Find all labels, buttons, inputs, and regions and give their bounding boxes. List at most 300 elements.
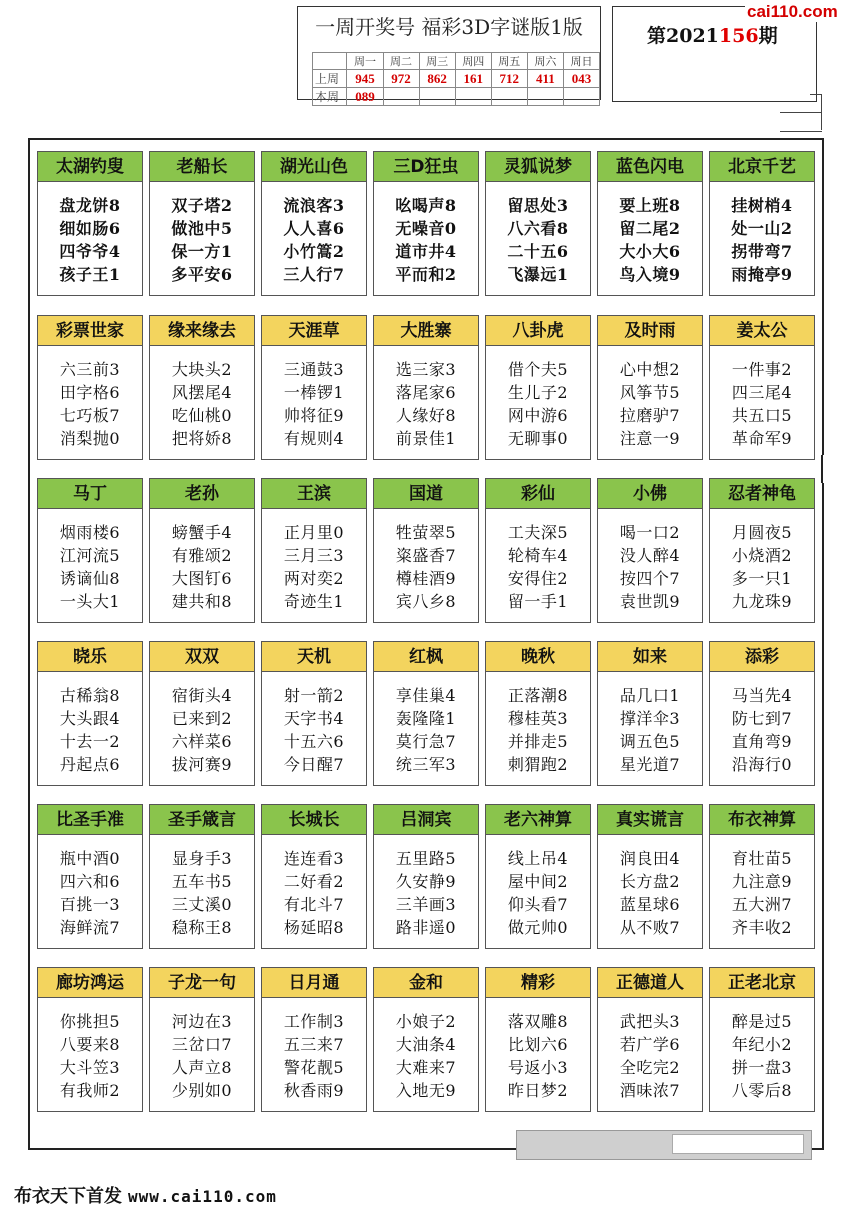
riddle-line: 久安静9 (395, 872, 457, 891)
riddle-lines (710, 194, 814, 286)
riddle-line: 安得住2 (507, 569, 569, 588)
riddle-line: 无聊事0 (507, 429, 569, 448)
riddle-line: 莫行急7 (395, 732, 457, 751)
riddle-author: 布衣神算 (710, 805, 814, 835)
riddle-line: 多一只1 (731, 569, 793, 588)
riddle-line: 做元帅0 (507, 918, 569, 937)
riddle-line: 秋香雨9 (283, 1081, 345, 1100)
riddle-line: 九注意9 (731, 872, 793, 891)
riddle-line: 孩子王1 (59, 265, 121, 284)
riddle-line: 六样菜6 (171, 732, 233, 751)
draw-number: 862 (419, 70, 455, 88)
riddle-lines (598, 684, 702, 776)
riddle-line: 落双雕8 (507, 1012, 569, 1031)
riddle-lines (38, 684, 142, 776)
riddle-card (37, 804, 143, 949)
riddle-lines (38, 521, 142, 613)
riddle-line: 武把头3 (619, 1012, 681, 1031)
riddle-line: 七巧板7 (59, 406, 121, 425)
riddle-lines (262, 194, 366, 286)
riddle-lines (262, 847, 366, 939)
riddle-card (37, 478, 143, 623)
riddle-line: 八六看8 (507, 219, 569, 238)
riddle-card (485, 804, 591, 949)
riddle-line: 建共和8 (171, 592, 233, 611)
site-watermark[interactable]: cai110.com (747, 2, 838, 21)
riddle-line: 有规则4 (283, 429, 345, 448)
riddle-line: 拉磨驴7 (619, 406, 681, 425)
riddle-line: 有雅颂2 (171, 546, 233, 565)
riddle-author: 晚秋 (486, 642, 590, 672)
riddle-author: 姜太公 (710, 316, 814, 346)
riddle-card (709, 478, 815, 623)
riddle-line: 长方盘2 (619, 872, 681, 891)
riddle-line: 二好看2 (283, 872, 345, 891)
riddle-author: 马丁 (38, 479, 142, 509)
riddle-card (485, 967, 591, 1112)
riddle-line: 袁世凯9 (619, 592, 681, 611)
riddle-line: 刺猬跑2 (507, 755, 569, 774)
riddle-line: 少别如0 (171, 1081, 233, 1100)
riddle-card (261, 967, 367, 1112)
riddle-card (373, 967, 479, 1112)
riddle-author: 老孙 (150, 479, 254, 509)
riddle-author: 王滨 (262, 479, 366, 509)
riddle-line: 四六和6 (59, 872, 121, 891)
riddle-line: 螃蟹手4 (171, 523, 233, 542)
riddle-card (597, 478, 703, 623)
riddle-line: 落尾家6 (395, 383, 457, 402)
riddle-line: 鸟入境9 (619, 265, 681, 284)
riddle-card (485, 641, 591, 786)
riddle-line: 二十五6 (507, 242, 569, 261)
riddle-author: 彩票世家 (38, 316, 142, 346)
draw-number: 161 (455, 70, 491, 88)
riddle-line: 比划六6 (507, 1035, 569, 1054)
riddle-lines (486, 521, 590, 613)
riddle-line: 古稀翁8 (59, 686, 121, 705)
day-label: 周三 (419, 53, 455, 70)
riddle-line: 一头大1 (59, 592, 121, 611)
riddle-line: 细如肠6 (59, 219, 121, 238)
riddle-lines (598, 358, 702, 450)
riddle-line: 人缘好8 (395, 406, 457, 425)
riddle-card (149, 641, 255, 786)
riddle-line: 已来到2 (171, 709, 233, 728)
riddle-line: 宿街头4 (171, 686, 233, 705)
riddle-card (373, 804, 479, 949)
riddle-card (37, 315, 143, 460)
draw-number (491, 88, 527, 106)
riddle-card (37, 641, 143, 786)
riddle-line: 宾八乡8 (395, 592, 457, 611)
riddle-line: 路非遥0 (395, 918, 457, 937)
riddle-card (149, 478, 255, 623)
decorative-line (780, 112, 822, 132)
riddle-author: 大胜寨 (374, 316, 478, 346)
riddle-line: 工作制3 (283, 1012, 345, 1031)
riddle-lines (710, 847, 814, 939)
riddle-lines (598, 1010, 702, 1102)
riddle-author: 晓乐 (38, 642, 142, 672)
draw-number: 972 (383, 70, 419, 88)
riddle-author: 真实谎言 (598, 805, 702, 835)
riddle-line: 选三家3 (395, 360, 457, 379)
riddle-line: 要上班8 (619, 196, 681, 215)
riddle-line: 小娘子2 (395, 1012, 457, 1031)
riddle-line: 屋中间2 (507, 872, 569, 891)
riddle-line: 人声立8 (171, 1058, 233, 1077)
riddle-line: 小烧酒2 (731, 546, 793, 565)
riddle-line: 瓶中酒0 (59, 849, 121, 868)
riddle-line: 诱谪仙8 (59, 569, 121, 588)
riddle-line: 留一手1 (507, 592, 569, 611)
riddle-lines (486, 194, 590, 286)
riddle-author: 小佛 (598, 479, 702, 509)
riddle-line: 河边在3 (171, 1012, 233, 1031)
riddle-line: 月圆夜5 (731, 523, 793, 542)
riddle-line: 一棒锣1 (283, 383, 345, 402)
riddle-card (373, 641, 479, 786)
draw-number: 411 (527, 70, 563, 88)
riddle-lines (486, 684, 590, 776)
riddle-author: 三D狂虫 (374, 152, 478, 182)
riddle-card (709, 151, 815, 296)
riddle-author: 蓝色闪电 (598, 152, 702, 182)
riddle-card (485, 315, 591, 460)
riddle-line: 丹起点6 (59, 755, 121, 774)
riddle-author: 忍者神龟 (710, 479, 814, 509)
riddle-card (709, 641, 815, 786)
riddle-card (37, 967, 143, 1112)
riddle-author: 红枫 (374, 642, 478, 672)
riddle-author: 长城长 (262, 805, 366, 835)
riddle-line: 借个夫5 (507, 360, 569, 379)
riddle-line: 把将娇8 (171, 429, 233, 448)
riddle-line: 前景佳1 (395, 429, 457, 448)
riddle-line: 轰隆隆1 (395, 709, 457, 728)
draw-number (563, 88, 599, 106)
riddle-line: 醉是过5 (731, 1012, 793, 1031)
riddle-line: 稳称王8 (171, 918, 233, 937)
riddle-author: 比圣手准 (38, 805, 142, 835)
riddle-line: 共五口5 (731, 406, 793, 425)
riddle-author: 老六神算 (486, 805, 590, 835)
riddle-lines (710, 1010, 814, 1102)
riddle-line: 从不败7 (619, 918, 681, 937)
riddle-lines (598, 521, 702, 613)
riddle-card (597, 315, 703, 460)
riddle-line: 直角弯9 (731, 732, 793, 751)
riddle-lines (374, 194, 478, 286)
riddle-line: 显身手3 (171, 849, 233, 868)
riddle-lines (150, 684, 254, 776)
riddle-line: 品几口1 (619, 686, 681, 705)
riddle-line: 八零后8 (731, 1081, 793, 1100)
riddle-line: 烟雨楼6 (59, 523, 121, 542)
riddle-line: 注意一9 (619, 429, 681, 448)
riddle-lines (150, 358, 254, 450)
riddle-author: 彩仙 (486, 479, 590, 509)
riddle-author: 太湖钓叟 (38, 152, 142, 182)
riddle-author: 吕洞宾 (374, 805, 478, 835)
riddle-card (149, 967, 255, 1112)
riddle-card (597, 967, 703, 1112)
riddle-line: 没人醉4 (619, 546, 681, 565)
riddle-lines (262, 684, 366, 776)
draw-number (527, 88, 563, 106)
riddle-line: 江河流5 (59, 546, 121, 565)
riddle-lines (486, 1010, 590, 1102)
riddle-author: 圣手箴言 (150, 805, 254, 835)
riddle-line: 正落潮8 (507, 686, 569, 705)
riddle-line: 沿海行0 (731, 755, 793, 774)
riddle-card (149, 804, 255, 949)
riddle-line: 雨掩亭9 (731, 265, 793, 284)
riddle-lines (262, 358, 366, 450)
riddle-card (485, 151, 591, 296)
riddle-line: 心中想2 (619, 360, 681, 379)
riddle-lines (38, 358, 142, 450)
riddle-line: 昨日梦2 (507, 1081, 569, 1100)
riddle-line: 拔河赛9 (171, 755, 233, 774)
day-label: 周五 (491, 53, 527, 70)
riddle-line: 防七到7 (731, 709, 793, 728)
day-label: 周四 (455, 53, 491, 70)
riddle-line: 三通鼓3 (283, 360, 345, 379)
riddle-line: 育壮苗5 (731, 849, 793, 868)
riddle-line: 蓝星球6 (619, 895, 681, 914)
riddle-card (485, 478, 591, 623)
riddle-line: 统三军3 (395, 755, 457, 774)
draw-number (383, 88, 419, 106)
riddle-lines (486, 847, 590, 939)
riddle-card (149, 315, 255, 460)
riddle-line: 飞瀑远1 (507, 265, 569, 284)
riddle-line: 盘龙饼8 (59, 196, 121, 215)
riddle-line: 穆桂英3 (507, 709, 569, 728)
riddle-card (373, 315, 479, 460)
riddle-line: 留二尾2 (619, 219, 681, 238)
riddle-lines (150, 847, 254, 939)
riddle-line: 酒味浓7 (619, 1081, 681, 1100)
draw-number (455, 88, 491, 106)
riddle-line: 九龙珠9 (731, 592, 793, 611)
riddle-author: 及时雨 (598, 316, 702, 346)
riddle-line: 百挑一3 (59, 895, 121, 914)
riddle-line: 润良田4 (619, 849, 681, 868)
riddle-line: 挂树梢4 (731, 196, 793, 215)
riddle-line: 有北斗7 (283, 895, 345, 914)
riddle-line: 三丈溪0 (171, 895, 233, 914)
riddle-author: 日月通 (262, 968, 366, 998)
this-week-row (313, 88, 600, 106)
riddle-card (709, 315, 815, 460)
riddle-line: 号返小3 (507, 1058, 569, 1077)
riddle-line: 留思处3 (507, 196, 569, 215)
last-week-label: 上周 (313, 70, 347, 88)
riddle-line: 八要来8 (59, 1035, 121, 1054)
riddle-author: 八卦虎 (486, 316, 590, 346)
day-label: 周六 (527, 53, 563, 70)
riddle-author: 湖光山色 (262, 152, 366, 182)
riddle-card (709, 967, 815, 1112)
last-week-row (313, 70, 600, 88)
riddle-line: 四爷爷4 (59, 242, 121, 261)
riddle-author: 如来 (598, 642, 702, 672)
footer-bar-slot (672, 1134, 804, 1154)
riddle-lines (374, 684, 478, 776)
riddle-author: 精彩 (486, 968, 590, 998)
riddle-line: 调五色5 (619, 732, 681, 751)
riddle-line: 正月里0 (283, 523, 345, 542)
riddle-line: 杨延昭8 (283, 918, 345, 937)
riddle-card (373, 151, 479, 296)
riddle-line: 星光道7 (619, 755, 681, 774)
riddle-line: 十五六6 (283, 732, 345, 751)
riddle-card (597, 151, 703, 296)
riddle-lines (38, 1010, 142, 1102)
riddle-lines (374, 521, 478, 613)
riddle-lines (262, 1010, 366, 1102)
riddle-line: 今日醒7 (283, 755, 345, 774)
riddle-author: 双双 (150, 642, 254, 672)
riddle-line: 喝一口2 (619, 523, 681, 542)
riddle-card (261, 641, 367, 786)
riddle-line: 天字书4 (283, 709, 345, 728)
riddle-line: 你挑担5 (59, 1012, 121, 1031)
riddle-line: 大块头2 (171, 360, 233, 379)
riddle-line: 射一箭2 (283, 686, 345, 705)
riddle-line: 大油条4 (395, 1035, 457, 1054)
weekly-draw-table (312, 52, 600, 106)
riddle-line: 线上吊4 (507, 849, 569, 868)
riddle-lines (262, 521, 366, 613)
riddle-line: 流浪客3 (283, 196, 345, 215)
riddle-author: 缘来缘去 (150, 316, 254, 346)
riddle-line: 有我师2 (59, 1081, 121, 1100)
riddle-line: 五里路5 (395, 849, 457, 868)
riddle-lines (374, 847, 478, 939)
riddle-line: 马当先4 (731, 686, 793, 705)
riddle-line: 大小大6 (619, 242, 681, 261)
day-label: 周一 (347, 53, 383, 70)
frame-notch (821, 455, 831, 483)
riddle-card (261, 478, 367, 623)
riddle-line: 年纪小2 (731, 1035, 793, 1054)
riddle-line: 生儿子2 (507, 383, 569, 402)
footer-brand: 布衣天下首发 (14, 1186, 122, 1207)
riddle-line: 平而和2 (395, 265, 457, 284)
riddle-line: 人人喜6 (283, 219, 345, 238)
riddle-line: 粢盛香7 (395, 546, 457, 565)
draw-number (419, 88, 455, 106)
riddle-line: 三月三3 (283, 546, 345, 565)
riddle-line: 享佳巢4 (395, 686, 457, 705)
riddle-line: 一件事2 (731, 360, 793, 379)
riddle-card (261, 315, 367, 460)
riddle-line: 保一方1 (171, 242, 233, 261)
riddle-line: 风摆尾4 (171, 383, 233, 402)
riddle-line: 五三来7 (283, 1035, 345, 1054)
riddle-line: 拼一盘3 (731, 1058, 793, 1077)
draw-number: 089 (347, 88, 383, 106)
riddle-line: 入地无9 (395, 1081, 457, 1100)
riddle-author: 添彩 (710, 642, 814, 672)
riddle-line: 三羊画3 (395, 895, 457, 914)
riddle-line: 警花靓5 (283, 1058, 345, 1077)
riddle-line: 无噪音0 (395, 219, 457, 238)
riddle-line: 轮椅车4 (507, 546, 569, 565)
riddle-line: 十去一2 (59, 732, 121, 751)
day-label: 周二 (383, 53, 419, 70)
riddle-card (149, 151, 255, 296)
riddle-line: 大头跟4 (59, 709, 121, 728)
riddle-line: 五大洲7 (731, 895, 793, 914)
footer-url[interactable]: www.cai110.com (128, 1187, 277, 1206)
riddle-lines (710, 521, 814, 613)
riddle-line: 大斗笠3 (59, 1058, 121, 1077)
day-label: 周日 (563, 53, 599, 70)
draw-number: 043 (563, 70, 599, 88)
riddle-lines (710, 684, 814, 776)
riddle-line: 按四个7 (619, 569, 681, 588)
riddle-line: 奇迹生1 (283, 592, 345, 611)
draw-number: 712 (491, 70, 527, 88)
riddle-line: 大难来7 (395, 1058, 457, 1077)
riddle-line: 小竹篙2 (283, 242, 345, 261)
riddle-line: 革命军9 (731, 429, 793, 448)
riddle-line: 三岔口7 (171, 1035, 233, 1054)
riddle-line: 道市井4 (395, 242, 457, 261)
draw-number: 945 (347, 70, 383, 88)
riddle-line: 工夫深5 (507, 523, 569, 542)
footer-credit (14, 1182, 277, 1208)
riddle-author: 子龙一句 (150, 968, 254, 998)
riddle-line: 两对奕2 (283, 569, 345, 588)
riddle-line: 齐丰收2 (731, 918, 793, 937)
riddle-card (37, 151, 143, 296)
riddle-lines (150, 521, 254, 613)
page-title: 一周开奖号 福彩3D字谜版1版 (315, 15, 583, 39)
riddle-author: 老船长 (150, 152, 254, 182)
riddle-lines (374, 1010, 478, 1102)
riddle-line: 风筝节5 (619, 383, 681, 402)
riddle-lines (150, 1010, 254, 1102)
riddle-author: 北京千艺 (710, 152, 814, 182)
riddle-line: 撑洋伞3 (619, 709, 681, 728)
riddle-lines (38, 847, 142, 939)
riddle-line: 消梨抛0 (59, 429, 121, 448)
riddle-lines (374, 358, 478, 450)
riddle-line: 帅将征9 (283, 406, 345, 425)
riddle-author: 金和 (374, 968, 478, 998)
riddle-line: 牲萤翠5 (395, 523, 457, 542)
riddle-line: 并排走5 (507, 732, 569, 751)
riddle-lines (150, 194, 254, 286)
riddle-author: 天涯草 (262, 316, 366, 346)
riddle-lines (598, 847, 702, 939)
riddle-card (709, 804, 815, 949)
this-week-label: 本周 (313, 88, 347, 106)
riddle-lines (38, 194, 142, 286)
riddle-line: 樽桂酒9 (395, 569, 457, 588)
issue-number: 第2021156期 (647, 25, 778, 47)
riddle-line: 多平安6 (171, 265, 233, 284)
riddle-line: 仰头看7 (507, 895, 569, 914)
riddle-line: 大图钉6 (171, 569, 233, 588)
riddle-author: 正德道人 (598, 968, 702, 998)
